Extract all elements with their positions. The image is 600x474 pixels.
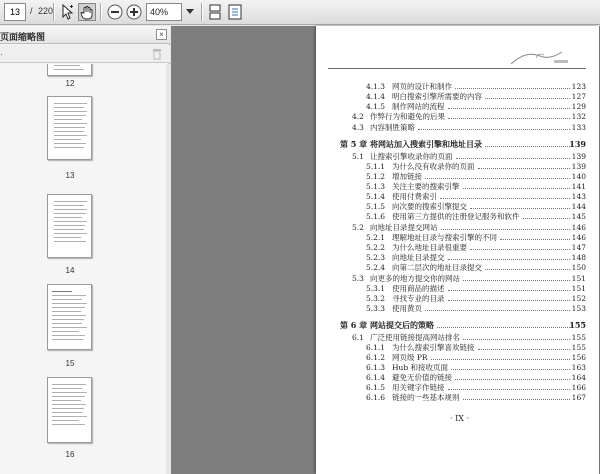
toc-number: 4.1.4 — [366, 92, 386, 101]
toc-title: 向地址目录提交 — [392, 253, 445, 262]
toc-page-number: 167 — [571, 393, 586, 402]
toc-leader — [485, 92, 570, 99]
toc-page-number: 156 — [571, 353, 586, 362]
toc-page-number: 148 — [571, 253, 586, 262]
toc-entry[interactable] — [316, 152, 599, 161]
page-thumbnail[interactable] — [47, 64, 92, 76]
toc-number: 5.1.2 — [366, 172, 386, 181]
zoom-level-field[interactable]: 40% — [146, 3, 182, 21]
toc-entry[interactable] — [316, 304, 599, 313]
toc-page-number: 133 — [571, 123, 586, 132]
toc-title: 寻找专业的目录 — [392, 294, 445, 303]
toc-title: 增加链接 — [392, 172, 422, 181]
toc-entry[interactable] — [316, 92, 599, 101]
toc-leader — [455, 82, 570, 89]
trash-icon[interactable] — [152, 48, 162, 60]
toc-number: 5.1.5 — [366, 202, 386, 211]
toc-entry[interactable] — [316, 82, 599, 91]
zoom-out-icon[interactable] — [106, 3, 124, 21]
toc-page-number: 141 — [571, 182, 586, 191]
toc-leader — [431, 353, 570, 360]
thumbnail-panel — [0, 26, 170, 474]
toc-number: 6.1.4 — [366, 373, 386, 382]
toc-title: 广泛使用链接提高网站排名 — [370, 333, 460, 342]
toc-page-number: 144 — [571, 202, 586, 211]
toc-leader — [448, 112, 570, 119]
toc-title: 明白搜索引擎所需要的内容 — [392, 92, 482, 101]
toc-title: 理解地址目录与搜索引擎的不同 — [392, 233, 497, 242]
toc-title: 将网站加入搜索引擎和地址目录 — [370, 139, 482, 149]
toc-leader — [448, 294, 570, 301]
toc-leader — [463, 274, 570, 281]
toc-number: 5.3.1 — [366, 284, 386, 293]
toc-leader — [456, 152, 570, 159]
toc-number: 第 5 章 — [340, 139, 368, 149]
toc-entry[interactable] — [316, 383, 599, 392]
toc-leader — [523, 212, 570, 219]
toc-title: Hub 和接收页面 — [392, 363, 449, 372]
toc-title: 制作网站的流程 — [392, 102, 445, 111]
toc-title: 让搜索引擎收录你的页面 — [370, 152, 453, 161]
toc-number: 5.2.1 — [366, 233, 386, 242]
toc-number: 5.2.3 — [366, 253, 386, 262]
toc-page-number: 143 — [571, 192, 586, 201]
toc-leader — [448, 102, 570, 109]
toc-leader — [485, 140, 570, 147]
toc-entry[interactable] — [316, 363, 599, 372]
toc-title: 向更多的地方提交你的网站 — [370, 274, 460, 283]
page-thumbnail[interactable] — [47, 194, 92, 258]
document-page — [316, 26, 599, 474]
toc-page-number: 153 — [571, 304, 586, 313]
page-footer: · IX · — [450, 414, 470, 423]
toc-entry[interactable] — [316, 233, 599, 242]
thumbnail-label: 14 — [65, 266, 75, 275]
header-rule — [328, 68, 586, 69]
options-menu[interactable]: · — [0, 49, 3, 59]
toc-title: 内容制胜策略 — [370, 123, 415, 132]
toc-entry[interactable] — [316, 284, 599, 293]
close-icon[interactable]: × — [156, 29, 167, 40]
panel-title: 页面缩略图 — [0, 32, 46, 42]
toc-title: 向次要的搜索引擎提交 — [392, 202, 467, 211]
toc-title: 为什么搜索引擎喜欢链接 — [392, 343, 475, 352]
toc-number: 5.3.3 — [366, 304, 386, 313]
toc-number: 5.3 — [352, 274, 364, 283]
toc-leader — [470, 243, 570, 250]
toc-number: 5.1.6 — [366, 212, 386, 221]
toc-entry[interactable] — [316, 140, 599, 149]
toc-title: 作弊行为和避免的后果 — [370, 112, 445, 121]
toc-number: 5.2.4 — [366, 263, 386, 272]
panel-header — [0, 26, 170, 44]
toc-page-number: 139 — [571, 162, 586, 171]
thumbnail-label: 12 — [65, 79, 75, 88]
toc-page-number: 146 — [571, 223, 586, 232]
toolbar-divider — [201, 3, 202, 21]
toc-leader — [448, 383, 570, 390]
toc-leader — [470, 202, 570, 209]
toc-page-number: 139 — [569, 139, 586, 149]
toc-leader — [455, 373, 570, 380]
toc-title: 网页级 PR — [392, 353, 428, 362]
toc-leader — [425, 304, 570, 311]
toc-page-number: 151 — [571, 284, 586, 293]
toc-leader — [418, 123, 570, 130]
toc-page-number: 155 — [571, 333, 586, 342]
toc-entry[interactable] — [316, 343, 599, 352]
toolbar — [0, 0, 600, 25]
toc-number: 5.1.1 — [366, 162, 386, 171]
toc-page-number: 152 — [571, 294, 586, 303]
toc-number: 4.2 — [352, 112, 364, 121]
toc-page-number: 163 — [571, 363, 586, 372]
toc-title: 为什么没有收录你的页面 — [392, 162, 475, 171]
toc-entry[interactable] — [316, 102, 599, 111]
toc-number: 5.3.2 — [366, 294, 386, 303]
toc-title: 网站提交后的策略 — [370, 320, 434, 330]
toc-entry[interactable] — [316, 393, 599, 402]
toc-title: 关注主要的搜索引擎 — [392, 182, 460, 191]
toc-leader — [463, 393, 570, 400]
thumbnail-label: 13 — [65, 171, 75, 180]
select-tool-icon[interactable] — [58, 3, 76, 21]
toc-leader — [463, 333, 570, 340]
toc-title: 向第二层次的地址目录提交 — [392, 263, 482, 272]
toc-number: 6.1.6 — [366, 393, 386, 402]
toc-entry[interactable] — [316, 243, 599, 252]
toc-page-number: 140 — [571, 172, 586, 181]
toc-title: 网页的设计和制作 — [392, 82, 452, 91]
hand-tool-icon[interactable] — [78, 3, 96, 21]
toc-leader — [425, 172, 570, 179]
toc-number: 5.2.2 — [366, 243, 386, 252]
toc-entry[interactable] — [316, 162, 599, 171]
toc-leader — [437, 321, 570, 328]
toc-leader — [451, 363, 570, 370]
toc-leader — [478, 162, 570, 169]
toc-number: 6.1.1 — [366, 343, 386, 352]
thumbnail-list — [0, 64, 170, 474]
toc-number: 5.2 — [352, 223, 364, 232]
toc-title: 链接的一些基本规则 — [392, 393, 460, 402]
toc-page-number: 129 — [571, 102, 586, 111]
toc-page-number: 123 — [571, 82, 586, 91]
toc-leader — [448, 284, 570, 291]
toc-title: 使用黄页 — [392, 304, 422, 313]
toc-entry[interactable] — [316, 212, 599, 221]
toc-number: 6.1.2 — [366, 353, 386, 362]
toc-page-number: 164 — [571, 373, 586, 382]
dropdown-icon[interactable] — [184, 3, 196, 21]
toc-leader — [441, 223, 570, 230]
panel-scrollbar[interactable] — [166, 64, 170, 474]
panel-toolbar — [0, 45, 170, 63]
toc-entry[interactable] — [316, 253, 599, 262]
toc-page-number: 155 — [569, 320, 586, 330]
toc-title: 为什么地址目录很重要 — [392, 243, 467, 252]
toc-number: 4.1.5 — [366, 102, 386, 111]
page-total: 220 — [38, 6, 54, 16]
toc-entry[interactable] — [316, 202, 599, 211]
toc-page-number: 151 — [571, 274, 586, 283]
toc-entry[interactable] — [316, 373, 599, 382]
thumbnail-label: 16 — [65, 450, 75, 459]
toc-title: 使用付费索引 — [392, 192, 437, 201]
toc-leader — [463, 182, 570, 189]
toc-title: 向地址目录提交网站 — [370, 223, 438, 232]
toc-entry[interactable] — [316, 123, 599, 132]
toc-page-number: 139 — [571, 152, 586, 161]
toc-number: 4.3 — [352, 123, 364, 132]
toc-entry[interactable] — [316, 112, 599, 121]
toc-leader — [448, 253, 570, 260]
toc-leader — [478, 343, 570, 350]
page-thumbnail[interactable] — [47, 284, 92, 350]
toc-title: 使用第三方提供的注册登记服务和软件 — [392, 212, 520, 221]
toc-page-number: 147 — [571, 243, 586, 252]
document-viewport[interactable] — [171, 26, 600, 474]
thumbnail-label: 15 — [65, 359, 75, 368]
toc-entry[interactable] — [316, 182, 599, 191]
toc-page-number: 150 — [571, 263, 586, 272]
zoom-in-icon[interactable] — [125, 3, 143, 21]
toc-title: 使用商品的描述 — [392, 284, 445, 293]
toc-number: 6.1.5 — [366, 383, 386, 392]
toc-page-number: 146 — [571, 233, 586, 242]
toolbar-divider — [100, 3, 101, 21]
toc-entry[interactable] — [316, 321, 599, 330]
toc-entry[interactable] — [316, 263, 599, 272]
toc-number: 4.1.3 — [366, 82, 386, 91]
page-thumbnail[interactable] — [47, 96, 92, 160]
page-thumbnail[interactable] — [47, 377, 92, 443]
toc-page-number: 155 — [571, 343, 586, 352]
page-number-input[interactable] — [4, 3, 26, 21]
toc-entry[interactable] — [316, 223, 599, 232]
toc-leader — [485, 263, 570, 270]
header-ornament-icon — [506, 46, 576, 68]
toc-number: 第 6 章 — [340, 320, 368, 330]
toc-entry[interactable] — [316, 333, 599, 342]
toc-title: 避免无价值的链接 — [392, 373, 452, 382]
toc-title: 用关键字作链接 — [392, 383, 445, 392]
toc-entry[interactable] — [316, 294, 599, 303]
toc-leader — [440, 192, 570, 199]
toc-page-number: 132 — [571, 112, 586, 121]
toc-entry[interactable] — [316, 274, 599, 283]
toc-number: 5.1.3 — [366, 182, 386, 191]
toc-number: 5.1 — [352, 152, 364, 161]
toc-number: 6.1.3 — [366, 363, 386, 372]
toc-number: 5.1.4 — [366, 192, 386, 201]
toc-page-number: 145 — [571, 212, 586, 221]
page-separator: / — [30, 6, 33, 16]
toc-page-number: 166 — [571, 383, 586, 392]
toolbar-divider — [53, 3, 54, 21]
toc-entry[interactable] — [316, 172, 599, 181]
toc-entry[interactable] — [316, 192, 599, 201]
toc-number: 6.1 — [352, 333, 364, 342]
toc-leader — [500, 233, 570, 240]
fit-page-icon[interactable] — [206, 3, 224, 21]
toc-page-number: 127 — [571, 92, 586, 101]
toc-entry[interactable] — [316, 353, 599, 362]
fit-width-icon[interactable] — [226, 3, 244, 21]
